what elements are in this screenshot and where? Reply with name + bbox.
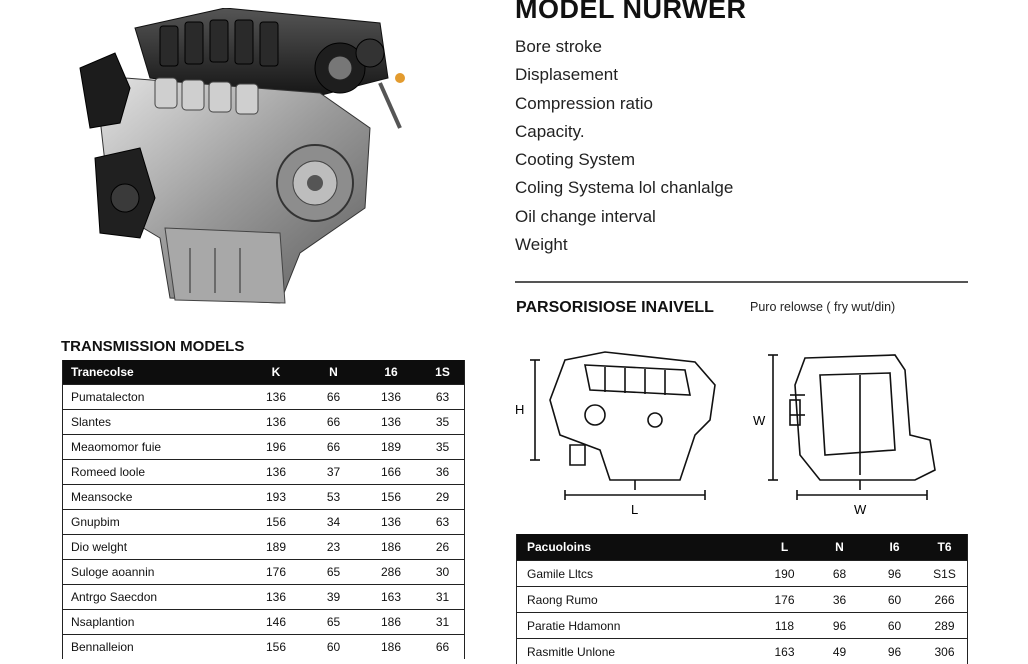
spec-label: Oil change interval — [515, 207, 733, 235]
table-cell: 35 — [421, 410, 465, 435]
table-cell: 306 — [922, 639, 968, 664]
table-cell: 136 — [361, 385, 421, 410]
table-cell: 196 — [246, 435, 306, 460]
row-label: Meaomomor fuie — [63, 435, 247, 460]
engine-side-drawing — [505, 340, 740, 530]
table-cell: 186 — [361, 635, 421, 660]
table-cell: 35 — [421, 435, 465, 460]
dimensions-heading: PARSORISIOSE INAIVELL — [516, 299, 714, 317]
table-cell: 146 — [246, 610, 306, 635]
table-cell: 136 — [246, 460, 306, 485]
table-cell: 190 — [757, 561, 812, 587]
table-cell: 96 — [812, 613, 867, 639]
row-label: Slantes — [63, 410, 247, 435]
transmission-heading: TRANSMISSION MODELS — [61, 338, 244, 355]
table-cell: 60 — [867, 613, 922, 639]
table-cell: 23 — [306, 535, 361, 560]
transmission-table — [62, 360, 465, 659]
table-cell: 66 — [306, 435, 361, 460]
spec-label: Bore stroke — [515, 37, 733, 65]
table-cell: 136 — [361, 510, 421, 535]
table-cell: 63 — [421, 510, 465, 535]
table-row — [63, 460, 465, 485]
row-label: Paratie Hdamonn — [517, 613, 758, 639]
table-cell: 286 — [361, 560, 421, 585]
table-row — [63, 485, 465, 510]
table-row — [517, 613, 968, 639]
engine-illustration — [70, 8, 410, 308]
row-label: Pumatalecton — [63, 385, 247, 410]
column-header: K — [246, 360, 306, 385]
table-row — [63, 510, 465, 535]
table-cell: 66 — [306, 385, 361, 410]
table-cell: 266 — [922, 587, 968, 613]
column-header: T6 — [922, 534, 968, 561]
table-cell: 63 — [421, 385, 465, 410]
row-label: Romeed loole — [63, 460, 247, 485]
row-label: Raong Rumo — [517, 587, 758, 613]
table-row — [517, 561, 968, 587]
row-label: Dio welght — [63, 535, 247, 560]
table-cell: 136 — [246, 385, 306, 410]
table-row — [63, 635, 465, 660]
row-label: Gamile Lltcs — [517, 561, 758, 587]
table-cell: 186 — [361, 610, 421, 635]
table-cell: 36 — [812, 587, 867, 613]
spec-label: Coling Systema lol chanlalge — [515, 178, 733, 206]
table-row — [63, 385, 465, 410]
table-cell: 136 — [361, 410, 421, 435]
column-header: L — [757, 534, 812, 561]
table-cell: 31 — [421, 610, 465, 635]
table-cell: 163 — [757, 639, 812, 664]
column-header: I6 — [867, 534, 922, 561]
row-label: Nsaplantion — [63, 610, 247, 635]
engine-front-drawing — [745, 340, 970, 530]
dimensions-note: Puro relowse ( fry wut/din) — [750, 300, 895, 314]
column-header: 16 — [361, 360, 421, 385]
spec-label: Displasement — [515, 65, 733, 93]
table-cell: 186 — [361, 535, 421, 560]
table-cell: 163 — [361, 585, 421, 610]
row-label: Antrgo Saecdon — [63, 585, 247, 610]
table-cell: 68 — [812, 561, 867, 587]
table-row — [63, 610, 465, 635]
table-cell: 289 — [922, 613, 968, 639]
table-cell: 60 — [867, 587, 922, 613]
table-cell: 166 — [361, 460, 421, 485]
table-cell: 66 — [421, 635, 465, 660]
table-cell: 176 — [246, 560, 306, 585]
row-label: Suloge aoannin — [63, 560, 247, 585]
spec-label: Cooting System — [515, 150, 733, 178]
table-cell: 49 — [812, 639, 867, 664]
table-cell: 189 — [246, 535, 306, 560]
table-row — [63, 560, 465, 585]
table-cell: 118 — [757, 613, 812, 639]
dim-label-w-side: W — [753, 413, 766, 428]
table-cell: 65 — [306, 560, 361, 585]
section-divider — [515, 281, 968, 283]
table-cell: 136 — [246, 410, 306, 435]
table-cell: 39 — [306, 585, 361, 610]
spec-label: Capacity. — [515, 122, 733, 150]
table-cell: 26 — [421, 535, 465, 560]
table-row — [63, 535, 465, 560]
column-header: Pacuoloins — [517, 534, 758, 561]
table-cell: 29 — [421, 485, 465, 510]
table-cell: 30 — [421, 560, 465, 585]
table-cell: 156 — [361, 485, 421, 510]
table-cell: 96 — [867, 639, 922, 664]
table-cell: 156 — [246, 510, 306, 535]
table-row — [517, 587, 968, 613]
table-cell: 60 — [306, 635, 361, 660]
table-cell: 136 — [246, 585, 306, 610]
table-cell: 193 — [246, 485, 306, 510]
table-cell: 189 — [361, 435, 421, 460]
column-header: Tranecolse — [63, 360, 247, 385]
column-header: N — [812, 534, 867, 561]
table-header-row — [63, 360, 465, 385]
table-row — [63, 410, 465, 435]
table-row — [517, 639, 968, 664]
table-cell: 34 — [306, 510, 361, 535]
table-cell: 31 — [421, 585, 465, 610]
dim-label-h: H — [515, 402, 524, 417]
spec-list — [515, 37, 733, 263]
row-label: Rasmitle Unlone — [517, 639, 758, 664]
table-cell: 176 — [757, 587, 812, 613]
column-header: 1S — [421, 360, 465, 385]
table-cell: 53 — [306, 485, 361, 510]
table-header-row — [517, 534, 968, 561]
spec-label: Compression ratio — [515, 94, 733, 122]
table-cell: 36 — [421, 460, 465, 485]
table-cell: 65 — [306, 610, 361, 635]
table-cell: 96 — [867, 561, 922, 587]
table-cell: S1S — [922, 561, 968, 587]
table-cell: 66 — [306, 410, 361, 435]
table-row — [63, 435, 465, 460]
dim-label-w-bottom: W — [854, 502, 867, 517]
model-title: MODEL NURWER — [515, 0, 747, 25]
row-label: Bennalleion — [63, 635, 247, 660]
dim-label-l: L — [631, 502, 638, 517]
spec-label: Weight — [515, 235, 733, 263]
row-label: Meansocke — [63, 485, 247, 510]
row-label: Gnupbim — [63, 510, 247, 535]
table-cell: 37 — [306, 460, 361, 485]
table-row — [63, 585, 465, 610]
column-header: N — [306, 360, 361, 385]
table-cell: 156 — [246, 635, 306, 660]
